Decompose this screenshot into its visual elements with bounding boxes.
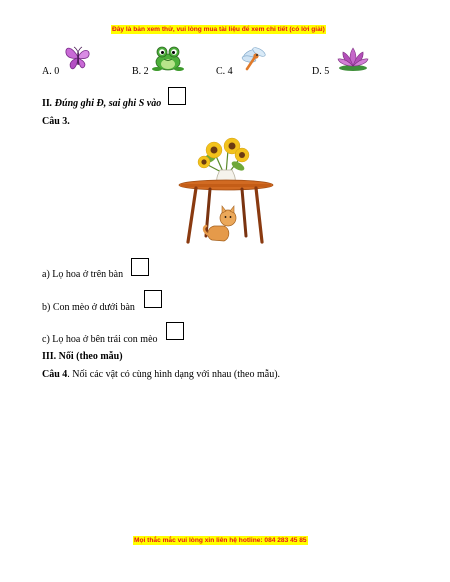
answer-box-a[interactable] xyxy=(131,258,149,276)
option-a-label: A. 0 xyxy=(42,66,60,77)
frog-icon xyxy=(151,44,185,72)
section-2-number: II xyxy=(42,98,50,109)
option-c-label: C. 4 xyxy=(216,66,233,77)
answer-box-c[interactable] xyxy=(166,322,184,340)
statement-b: b) Con mèo ở dưới bàn xyxy=(42,302,135,313)
statement-a: a) Lọ hoa ở trên bàn xyxy=(42,269,124,280)
lotus-icon xyxy=(335,44,371,72)
question-4-text: . Nối các vật có cùng hình dạng với nhau (theo mẫu). xyxy=(67,369,281,380)
question-4 xyxy=(42,369,280,381)
hotline-banner: Mọi thắc mắc vui lòng xin liên hệ hotline: 084 283 45 85 xyxy=(134,537,307,544)
sunflowers xyxy=(198,138,249,174)
section-2-title: . Đúng ghi Đ, sai ghi S vào xyxy=(49,98,162,109)
preview-notice-banner: Đây là bản xem thử, vui lòng mua tài liệu để xem chi tiết (có lời giải) xyxy=(112,26,325,33)
vase-table-cat-illustration xyxy=(176,136,276,248)
answer-box-example[interactable] xyxy=(168,87,186,105)
question-3-title: Câu 3. xyxy=(42,116,70,127)
section-3-heading: III. Nối (theo mẫu) xyxy=(42,351,123,362)
butterfly-icon xyxy=(63,44,93,72)
section-2-heading xyxy=(42,98,161,110)
option-d-label: D. 5 xyxy=(312,66,330,77)
question-4-label: Câu 4 xyxy=(42,369,68,380)
answer-box-b[interactable] xyxy=(144,290,162,308)
option-b-label: B. 2 xyxy=(132,66,149,77)
dragonfly-icon xyxy=(240,45,268,73)
statement-c: c) Lọ hoa ở bên trái con mèo xyxy=(42,334,158,345)
